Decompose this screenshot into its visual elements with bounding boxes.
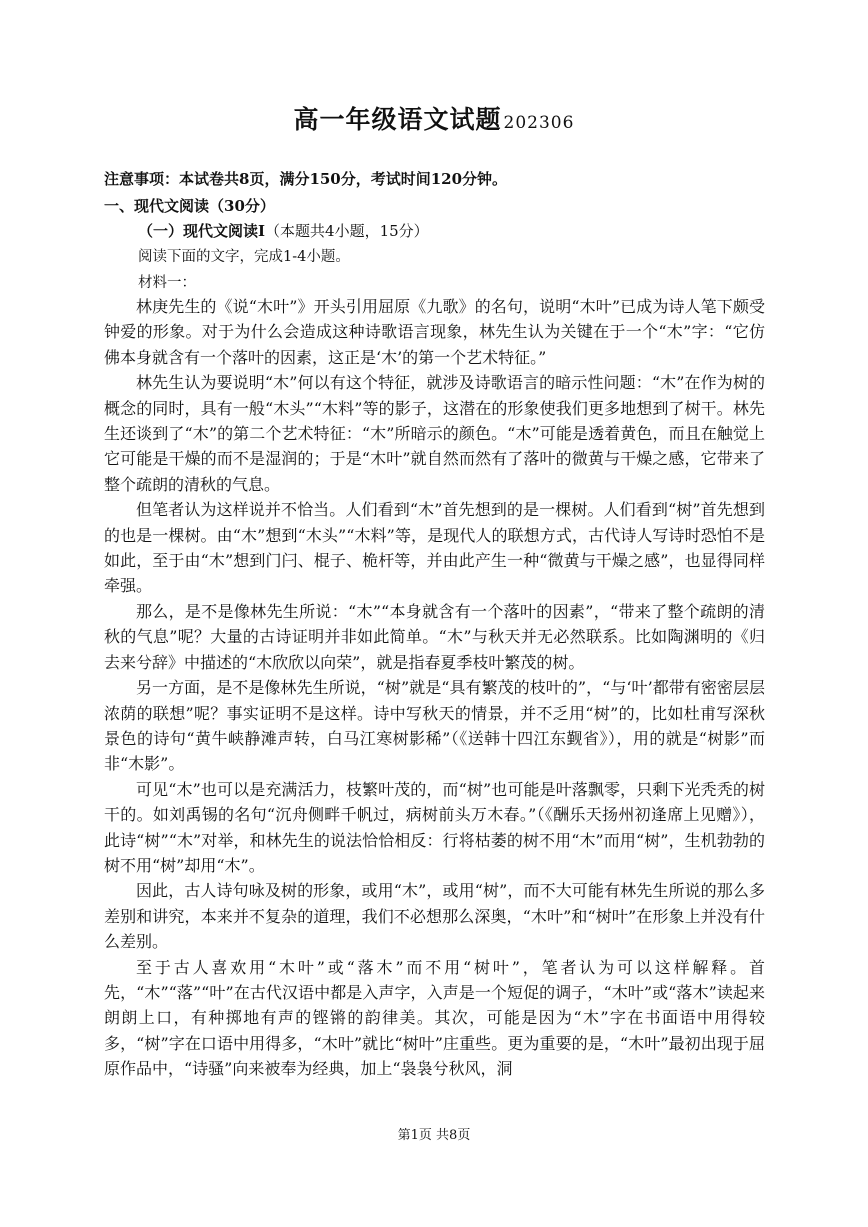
passage-body — [104, 294, 765, 1082]
subsection-heading — [138, 220, 429, 241]
passage-paragraph: 林庚先生的《说“木叶”》开头引用屈原《九歌》的名句，说明“木叶”已成为诗人笔下颇受钟爱的形象。对于为什么会造成这种诗歌语言现象，林先生认为关键在于一个“木”字：“它仿佛本身就含有一个落叶的因素，这正是‘木’的第一个艺术特征。” — [104, 297, 765, 367]
page-title — [0, 100, 868, 136]
passage-paragraph: 因此，古人诗句咏及树的形象，或用“木”，或用“树”，而不大可能有林先生所说的那么多差别和讲究，本来并不复杂的道理，我们不必想那么深奥，“木叶”和“树叶”在形象上并没有什么差别。 — [104, 881, 765, 952]
reading-instruction: 阅读下面的文字，完成1-4小题。 — [138, 249, 350, 265]
passage-paragraph: 另一方面，是不是像林先生所说，“树”就是“具有繁茂的枝叶的”，“与‘叶’都带有密密层层浓荫的联想”呢？事实证明不是这样。诗中写秋天的情景，并不乏用“树”的，比如杜甫写深秋景色的诗句“黄牛峡静滩声转，白马江寒树影稀”（《送韩十四江东觐省》），用的就是“树影”而非“木影”。 — [104, 678, 765, 774]
section-heading: 一、现代文阅读（30分） — [104, 197, 275, 215]
exam-notice: 注意事项：本试卷共8页，满分150分，考试时间120分钟。 — [104, 170, 508, 188]
passage-paragraph: 但笔者认为这样说并不恰当。人们看到“木”首先想到的是一棵树。人们看到“树”首先想到的也是一棵树。由“木”想到“木头”“木料”等，是现代人的联想方式，古代诗人写诗时恐怕不是如此，至于由“木”想到门闩、棍子、桅杆等，并由此产生一种“微黄与干燥之感”，也显得同样牵强。 — [104, 500, 765, 596]
subsection-note: （本题共4小题，15分） — [265, 222, 429, 240]
passage-paragraph: 林先生认为要说明“木”何以有这个特征，就涉及诗歌语言的暗示性问题：“木”在作为树的概念的同时，具有一般“木头”“木料”等的影子，这潜在的形象使我们更多地想到了树干。林先生还谈到了“木”的第二个艺术特征：“木”所暗示的颜色。“木”可能是透着黄色，而且在触觉上它可能是干燥的而不是湿润的；于是“木叶”就自然而然有了落叶的微黄与干燥之感，它带来了整个疏朗的清秋的气息。 — [104, 373, 765, 494]
page-footer: 第1页 共8页 — [397, 1128, 471, 1143]
passage-paragraph: 那么，是不是像林先生所说：“木”“本身就含有一个落叶的因素”，“带来了整个疏朗的清秋的气息”呢？大量的古诗证明并非如此简单。“木”与秋天并无必然联系。比如陶渊明的《归去来兮辞》中描述的“木欣欣以向荣”，就是指春夏季枝叶繁茂的树。 — [104, 601, 765, 672]
title-text: 高一年级语文试题 — [293, 105, 502, 134]
material-label: 材料一： — [138, 275, 196, 291]
exam-code: 202306 — [503, 113, 575, 133]
passage-paragraph: 可见“木”也可以是充满活力，枝繁叶茂的，而“树”也可能是叶落飘零，只剩下光秃秃的树干的。如刘禹锡的名句“沉舟侧畔千帆过，病树前头万木春。”（《酬乐天扬州初逢席上见赠》），此诗“树”“木”对举，和林先生的说法恰恰相反：行将枯萎的树不用“木”而用“树”，生机勃勃的树不用“树”却用“木”。 — [104, 779, 765, 875]
passage-paragraph: 至于古人喜欢用“木叶”或“落木”而不用“树叶”，笔者认为可以这样解释。首先，“木”“落”“叶”在古代汉语中都是入声字，入声是一个短促的调子，“木叶”或“落木”读起来朗朗上口，有种掷地有声的铿锵的韵律美。其次，可能是因为“木”字在书面语中用得较多，“树”字在口语中用得多，“木叶”就比“树叶”庄重些。更为重要的是，“木叶”最初出现于屈原作品中，“诗骚”向来被奉为经典，加上“袅袅兮秋风，洞 — [104, 957, 765, 1079]
subsection-title: （一）现代文阅读Ⅰ — [138, 222, 266, 240]
